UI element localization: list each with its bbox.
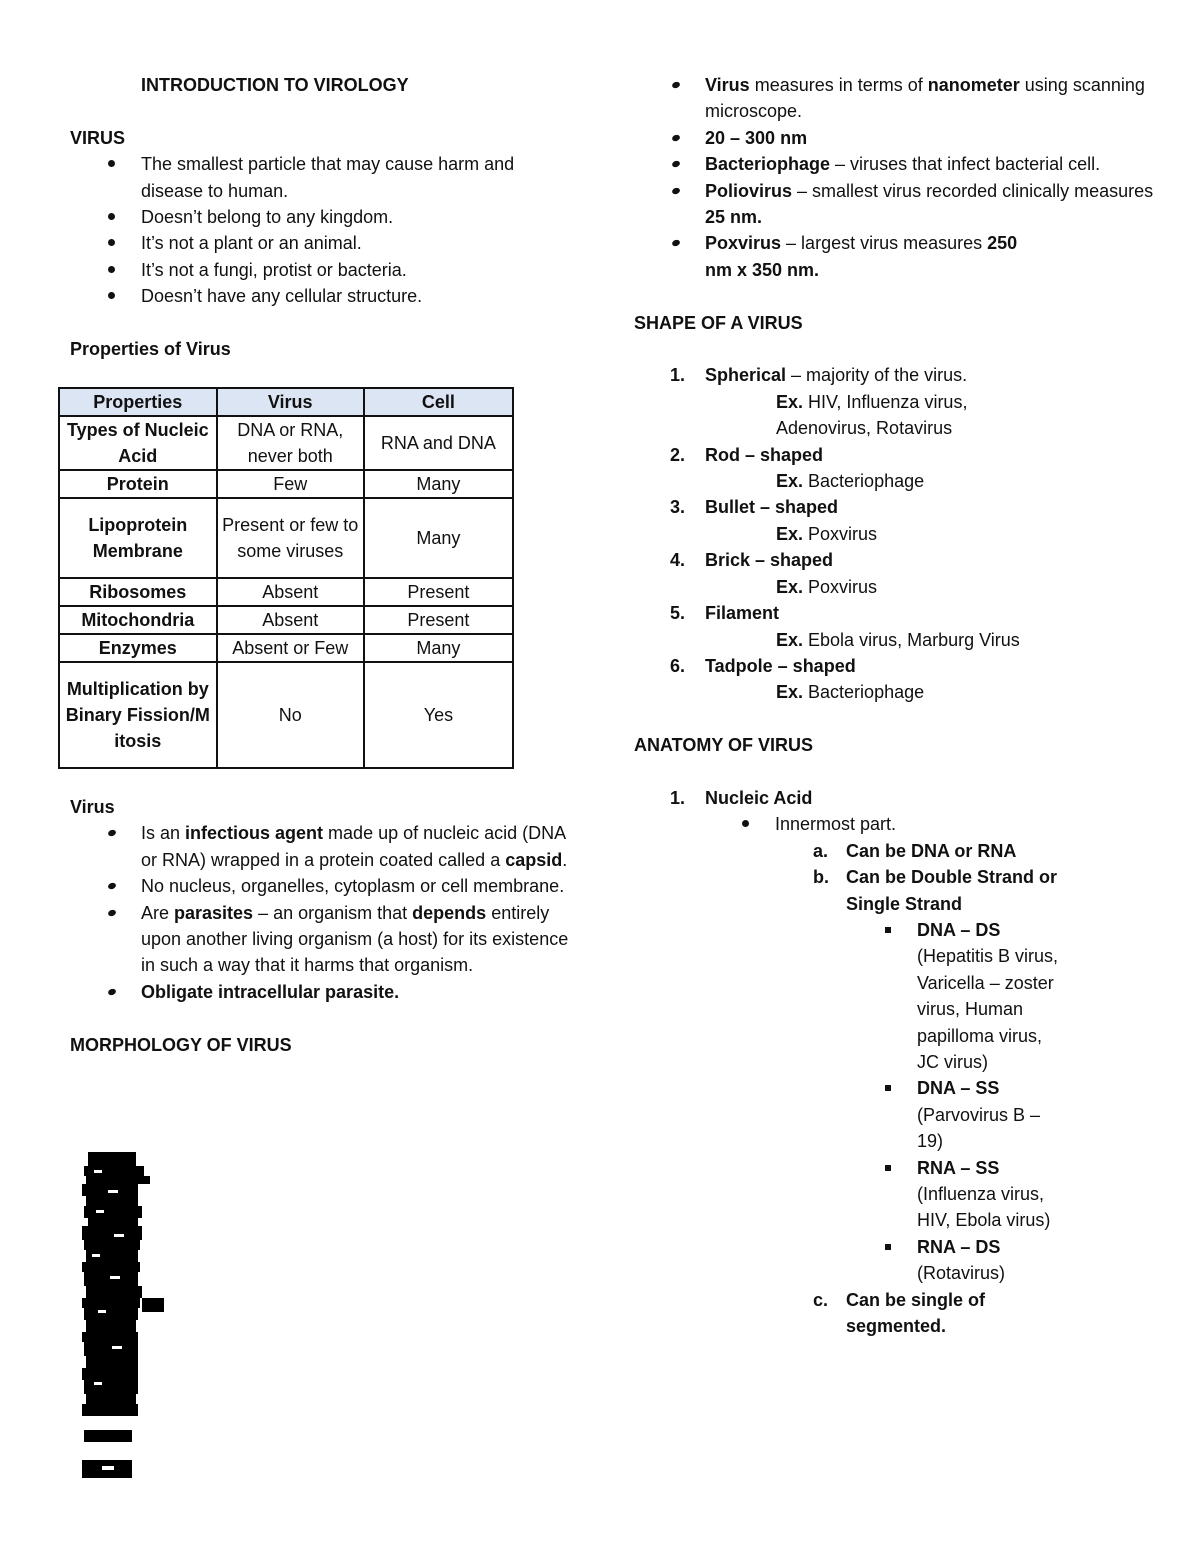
example-line <box>776 389 996 442</box>
text: measures in terms of <box>749 75 928 95</box>
bold-text: capsid <box>505 849 563 870</box>
list-item <box>634 125 1154 151</box>
list-item <box>634 230 1045 283</box>
list-letter: a. <box>813 840 829 861</box>
bold-text: Virus <box>705 75 750 95</box>
bold-text: Ex. <box>776 682 804 703</box>
table-row <box>59 498 513 578</box>
morphology-heading: MORPHOLOGY OF VIRUS <box>70 1034 292 1055</box>
list-letter: b. <box>813 867 829 888</box>
document-title: INTRODUCTION TO VIROLOGY <box>141 75 409 95</box>
table-cell: Few <box>217 470 364 498</box>
list-number: 1. <box>670 365 686 386</box>
bold-text: Ex. <box>776 629 804 650</box>
bold-text: Can be Double Strand or Single Strand <box>846 867 1058 914</box>
example-line <box>776 468 1154 494</box>
bold-text: Ex. <box>776 523 804 544</box>
table-cell: Ribosomes <box>59 578 217 606</box>
list-item <box>634 151 1154 177</box>
bold-text: Ex. <box>776 471 804 492</box>
list-item: Doesn’t belong to any kingdom. <box>70 204 570 230</box>
bold-text: Filament <box>705 603 780 624</box>
bold-text: 20 – 300 nm <box>705 127 808 148</box>
list-item <box>634 442 1154 495</box>
text: made up of nucleic acid (DNA or RNA) wrapped in a protein coated called a <box>141 823 566 870</box>
list-item <box>634 547 1154 600</box>
table-cell: Many <box>364 498 513 578</box>
bold-text: Spherical <box>705 365 787 386</box>
list-number: 5. <box>670 603 686 624</box>
text: Is an <box>141 823 186 844</box>
list-item <box>634 838 1154 864</box>
table-row <box>59 578 513 606</box>
text: (Influenza virus, HIV, Ebola virus) <box>917 1184 1051 1231</box>
list-item <box>634 494 1154 547</box>
bold-text: Brick – shaped <box>705 550 834 571</box>
column-header: Cell <box>364 388 513 416</box>
bold-text: infectious agent <box>185 823 324 844</box>
properties-heading: Properties of Virus <box>70 339 231 360</box>
table-header-row <box>59 388 513 416</box>
list-item: Doesn’t have any cellular structure. <box>70 283 570 309</box>
text: Bacteriophage <box>803 682 925 703</box>
shape-list <box>634 362 1154 705</box>
table-cell: Present <box>364 606 513 634</box>
text: (Hepatitis B virus, Varicella – zoster virus, Human papilloma virus, JC virus) <box>917 946 1059 1072</box>
list-item <box>634 1234 1067 1287</box>
list-item <box>634 864 1086 917</box>
table-cell: Enzymes <box>59 634 217 662</box>
list-item <box>634 917 1067 1075</box>
list-item: Innermost part. <box>634 811 1154 837</box>
shape-heading: SHAPE OF A VIRUS <box>634 312 803 333</box>
text: – majority of the virus. <box>786 365 968 386</box>
bold-text: Bullet – shaped <box>705 497 839 518</box>
bold-text: Bacteriophage <box>705 154 831 175</box>
table-cell: Present <box>364 578 513 606</box>
table-cell: Types of Nucleic Acid <box>59 416 217 470</box>
text: Ebola virus, Marburg Virus <box>803 629 1020 650</box>
list-item <box>70 979 570 1005</box>
list-letter: c. <box>813 1289 829 1310</box>
text: Poxvirus <box>803 576 878 597</box>
text: entirely upon another living organism (a host) for its existence in such a way that it harms that organism. <box>141 902 569 976</box>
list-item <box>634 178 1154 231</box>
list-number: 6. <box>670 655 686 676</box>
table-cell: Mitochondria <box>59 606 217 634</box>
bold-text: Poliovirus <box>705 180 793 201</box>
text: (Parvovirus B – 19) <box>917 1104 1041 1152</box>
left-column-lower <box>70 794 570 1058</box>
text: – an organism that <box>253 902 413 923</box>
bold-text: Rod – shaped <box>705 444 824 465</box>
bold-text: DNA – SS <box>917 1078 1000 1099</box>
bold-text: Nucleic Acid <box>705 787 813 808</box>
table-row <box>59 606 513 634</box>
text: – viruses that infect bacterial cell. <box>830 154 1101 175</box>
list-number: 4. <box>670 550 686 571</box>
example-line <box>776 574 1154 600</box>
list-number: 3. <box>670 497 686 518</box>
text: Are <box>141 902 175 923</box>
list-item <box>634 600 1154 653</box>
table-row <box>59 634 513 662</box>
column-header: Virus <box>217 388 364 416</box>
table-row <box>59 416 513 470</box>
list-number: 1. <box>670 787 686 808</box>
list-item <box>634 1287 1016 1340</box>
text: . <box>562 849 568 870</box>
list-item <box>634 362 1154 441</box>
table-cell: Lipoprotein Membrane <box>59 498 217 578</box>
text: Bacteriophage <box>803 471 925 492</box>
text: (Rotavirus) <box>917 1263 1006 1284</box>
bold-text: depends <box>412 902 487 923</box>
list-number: 2. <box>670 444 686 465</box>
list-item <box>634 1075 1067 1154</box>
example-line <box>776 627 1154 653</box>
bold-text: Tadpole – shaped <box>705 655 856 676</box>
list-item: It’s not a fungi, protist or bacteria. <box>70 257 570 283</box>
list-item <box>634 72 1154 125</box>
list-item: The smallest particle that may cause harm and disease to human. <box>70 151 570 204</box>
anatomy-item <box>634 785 1154 811</box>
list-item: It’s not a plant or an animal. <box>70 230 570 256</box>
text: – largest virus measures <box>781 233 988 254</box>
table-cell: No <box>217 662 364 768</box>
list-item: No nucleus, organelles, cytoplasm or cell membrane. <box>70 873 570 899</box>
garbled-image-artifact <box>80 1150 170 1485</box>
column-header: Properties <box>59 388 217 416</box>
virus-definition-heading: Virus <box>70 797 115 817</box>
table-cell: Many <box>364 470 513 498</box>
bold-text: Ex. <box>776 576 804 597</box>
table-cell: Protein <box>59 470 217 498</box>
table-cell: Absent <box>217 606 364 634</box>
bold-text: 25 nm. <box>705 207 763 228</box>
size-bullet-list <box>634 72 1154 283</box>
virus-bullet-list <box>70 151 570 309</box>
bold-text: RNA – SS <box>917 1157 1000 1178</box>
virus-definition-list <box>70 820 570 1005</box>
bold-text: RNA – DS <box>917 1236 1001 1257</box>
text: Poxvirus <box>803 523 878 544</box>
table-cell: Many <box>364 634 513 662</box>
left-column <box>70 72 570 362</box>
table-row <box>59 470 513 498</box>
bold-text: Poxvirus <box>705 233 782 254</box>
properties-table <box>58 387 514 769</box>
right-column <box>634 72 1154 1339</box>
bold-text: Obligate intracellular parasite. <box>141 981 400 1002</box>
bold-text: parasites <box>174 902 254 923</box>
table-cell: Multiplication by Binary Fission/Mitosis <box>59 662 217 768</box>
bold-text: nanometer <box>927 75 1020 95</box>
bold-text: 250 nm x 350 nm. <box>705 233 1018 280</box>
table-cell: DNA or RNA, never both <box>217 416 364 470</box>
table-cell: Absent or Few <box>217 634 364 662</box>
bold-text: Can be DNA or RNA <box>846 840 1017 861</box>
table-cell: Yes <box>364 662 513 768</box>
example-line <box>776 521 1154 547</box>
list-item <box>634 1155 1067 1234</box>
list-item <box>634 653 1154 706</box>
bold-text: Can be single of segmented. <box>846 1289 986 1337</box>
table-cell: RNA and DNA <box>364 416 513 470</box>
table-cell: Present or few to some viruses <box>217 498 364 578</box>
text: HIV, Influenza virus, Adenovirus, Rotavirus <box>776 391 968 439</box>
example-line <box>776 679 1154 705</box>
anatomy-heading: ANATOMY OF VIRUS <box>634 735 814 756</box>
bold-text: DNA – DS <box>917 919 1001 940</box>
bold-text: Ex. <box>776 391 804 412</box>
table-cell: Absent <box>217 578 364 606</box>
text: using scanning microscope. <box>705 75 1145 122</box>
text: – smallest virus recorded clinically measures <box>792 180 1154 201</box>
list-item <box>70 900 570 979</box>
list-item <box>70 820 570 873</box>
table-row <box>59 662 513 768</box>
virus-heading: VIRUS <box>70 127 126 148</box>
